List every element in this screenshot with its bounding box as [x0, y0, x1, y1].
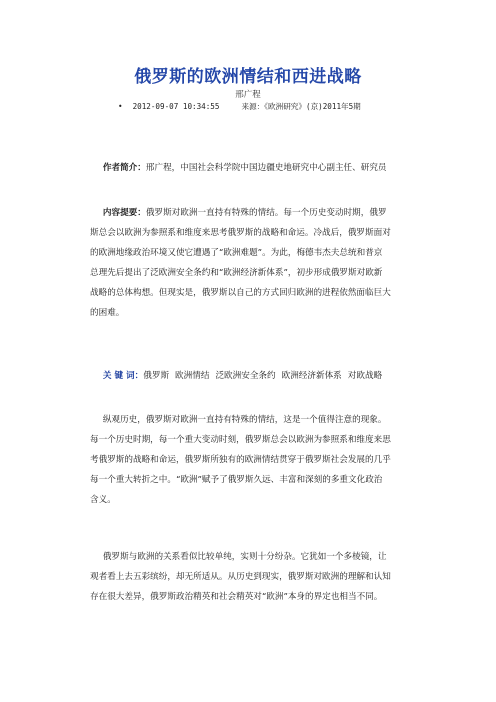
abstract-label: 内容提要：: [102, 208, 146, 218]
body-paragraph: [90, 410, 408, 510]
abstract-line: 俄罗斯对欧洲一直持有特殊的情结。每一个历史变动时期，俄罗: [145, 208, 387, 218]
keywords: [90, 366, 408, 386]
author-intro-label: 作者简介：: [102, 163, 146, 173]
abstract-line: 总理先后提出了泛欧洲安全条约和“欧洲经济新体系”，初步形成俄罗斯对欧新: [90, 268, 383, 278]
paragraph-line: 每一个历史时期，每一个重大变动时刻，俄罗斯总会以欧洲为参照系和维度来思: [90, 435, 391, 445]
author-intro-text: 邢广程，中国社会科学院中国边疆史地研究中心副主任、研究员: [145, 163, 387, 173]
author-intro: [90, 158, 408, 178]
keyword-item: 对欧战略: [347, 371, 383, 381]
article-author: 邢广程: [235, 90, 261, 100]
paragraph-line: 观者看上去五彩缤纷，却无所适从。从历史到现实，俄罗斯对欧洲的理解和认知: [90, 572, 391, 582]
paragraph-line: 每一个重大转折之中。“欧洲”赋予了俄罗斯久远、丰富和深刻的多重文化政治: [90, 475, 383, 485]
abstract-line: 的困难。: [90, 308, 125, 318]
paragraph-line: 含义。: [90, 495, 116, 505]
keyword-item: 泛欧洲安全条约: [215, 371, 276, 381]
paragraph-line: 存在很大差异，俄罗斯政治精英和社会精英对“欧洲”本身的界定也相当不同。: [90, 592, 383, 602]
keyword-item: 欧洲经济新体系: [281, 371, 342, 381]
body-paragraph: [90, 547, 408, 607]
abstract-line: 的欧洲地缘政治环境又使它遭遇了“欧洲难题”。为此，梅德韦杰夫总统和普京: [90, 248, 383, 258]
abstract-line: 战略的总体构想。但现实是，俄罗斯以自己的方式回归欧洲的进程依然面临巨大: [90, 288, 391, 298]
keyword-item: 俄罗斯: [143, 371, 170, 381]
paragraph-line: 纵观历史，俄罗斯对欧洲一直持有特殊的情结，这是一个值得注意的现象。: [102, 415, 387, 425]
abstract: [90, 203, 408, 323]
article-meta: [118, 101, 361, 112]
paragraph-line: 俄罗斯与欧洲的关系看似比较单纯，实则十分纷杂。它犹如一个多棱镜，让: [102, 552, 387, 562]
keywords-label: 关 键 词：: [102, 371, 144, 381]
meta-bullet: •: [118, 102, 123, 111]
abstract-line: 斯总会以欧洲为参照系和维度来思考俄罗斯的战略和命运。冷战后，俄罗斯面对: [90, 228, 391, 238]
publish-datetime: 2012-09-07 10:34:55: [132, 102, 220, 111]
keyword-item: 欧洲情结: [175, 371, 210, 381]
article-title: 俄罗斯的欧洲情结和西进战略: [134, 67, 362, 87]
paragraph-line: 考俄罗斯的战略和命运，俄罗斯所独有的欧洲情结贯穿于俄罗斯社会发展的几乎: [90, 455, 391, 465]
article-source: 来源：《欧洲研究》(京)2011年5期: [241, 102, 361, 111]
